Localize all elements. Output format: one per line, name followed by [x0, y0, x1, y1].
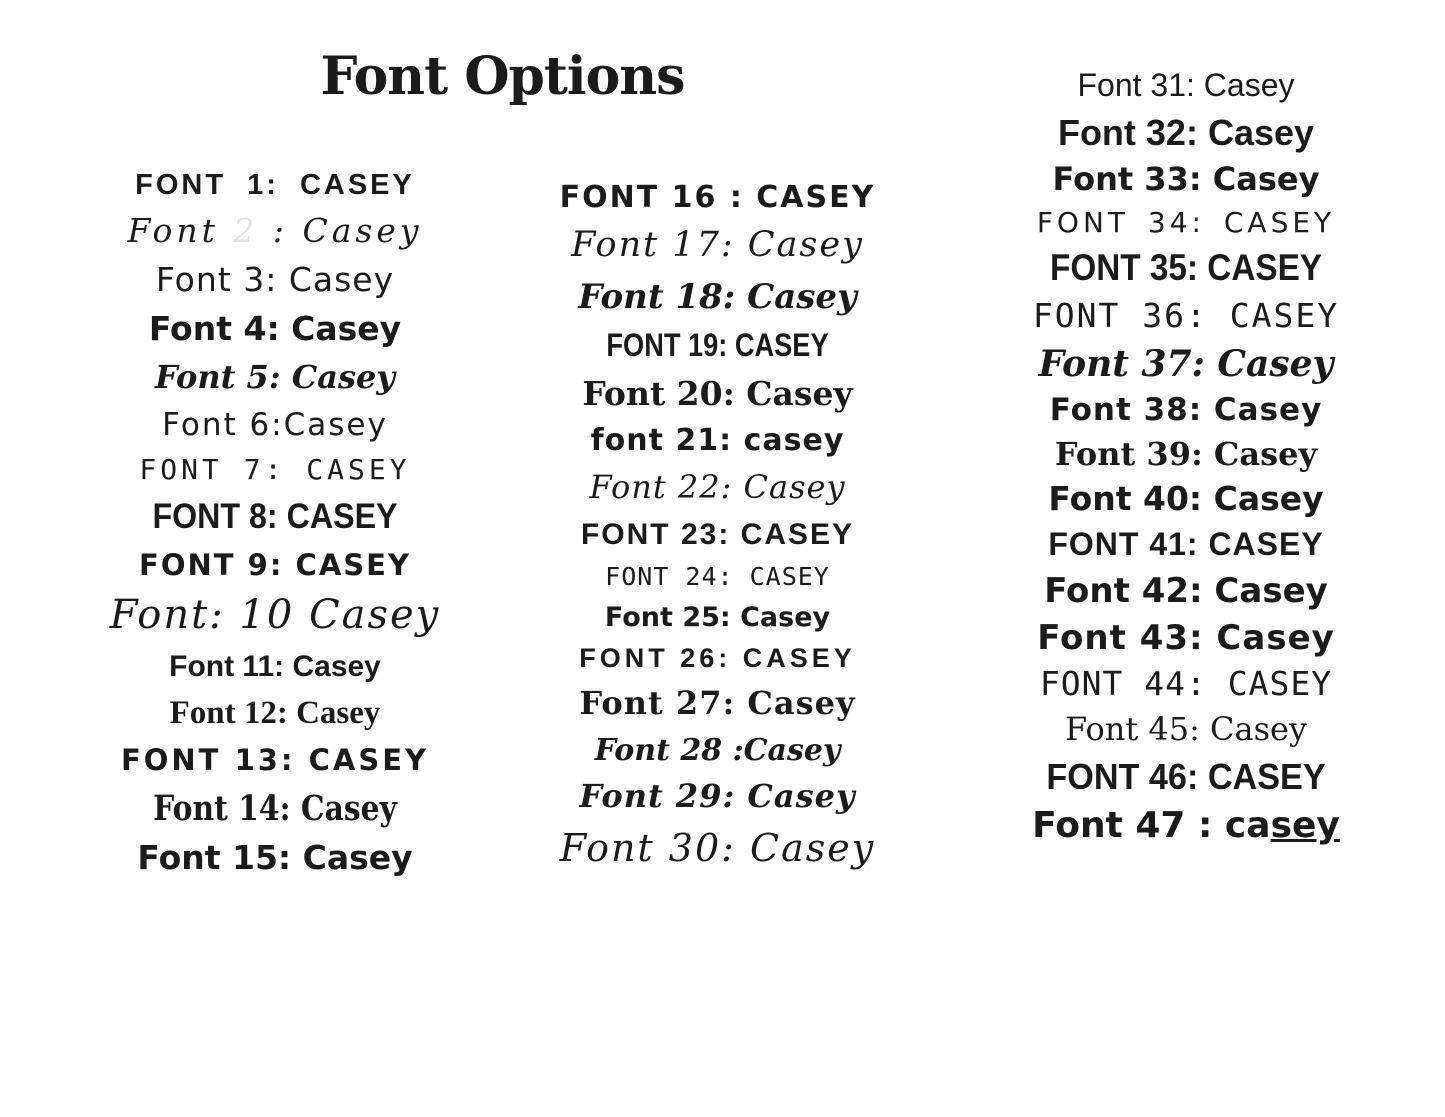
font-sample-7: FONT 7: CASEY [139, 453, 411, 487]
font-sample-12: Font 12: Casey [169, 695, 381, 732]
font-sample-45: Font 45: Casey [1064, 710, 1308, 749]
font-sample-2 [60, 212, 490, 251]
font-sample-41: FONT 41: CASEY [1048, 526, 1324, 563]
font-sample-30: Font 30: Casey [559, 826, 876, 871]
font-sample-35: FONT 35: CASEY [1050, 247, 1322, 288]
font-sample-34: FONT 34: CASEY [1036, 205, 1336, 239]
font-column-2 [490, 144, 945, 1117]
font-column-3 [945, 48, 1427, 1117]
font-sample-47-part: Font 47 : [1032, 805, 1225, 847]
font-sample-23: FONT 23: CASEY [580, 517, 855, 551]
font-sample-5: Font 5: Casey [155, 358, 395, 397]
font-sample-46: FONT 46: CASEY [1046, 755, 1326, 797]
font-sample-25: Font 25: Casey [604, 601, 831, 633]
font-sample-1: FONT 1: CASEY [135, 169, 415, 201]
font-sample-32: Font 32: Casey [1057, 111, 1315, 153]
font-sample-42: Font 42: Casey [1044, 571, 1328, 612]
font-sample-37: Font 37: Casey [1038, 342, 1334, 385]
font-sample-44: FONT 44: CASEY [1039, 664, 1333, 704]
font-sample-43: Font 43: Casey [1037, 618, 1335, 659]
font-sample-33: Font 33: Casey [1052, 160, 1320, 199]
font-sample-15: Font 15: Casey [137, 837, 413, 877]
font-sample-22: Font 22: Casey [589, 467, 846, 506]
font-sample-20: Font 20: Casey [582, 373, 853, 413]
font-sample-40: Font 40: Casey [1048, 479, 1324, 519]
font-sample-38: Font 38: Casey [1049, 392, 1323, 429]
font-sample-26: FONT 26: CASEY [579, 643, 856, 674]
font-sample-47-part: ca [1224, 805, 1271, 847]
font-sample-9: FONT 9: CASEY [139, 547, 411, 582]
font-sample-6: Font 6:Casey [162, 406, 388, 443]
font-sample-14: Font 14: Casey [153, 787, 397, 829]
font-sample-2-part: : Casey [258, 211, 423, 251]
font-sample-27: Font 27: Casey [579, 684, 856, 723]
font-sample-36: FONT 36: CASEY [1032, 295, 1340, 335]
font-sample-39: Font 39: Casey [1054, 434, 1318, 473]
font-sample-31: Font 31: Casey [1077, 67, 1295, 103]
font-sample-10: Font: 10 Casey [109, 591, 441, 638]
font-sample-8: FONT 8: CASEY [152, 497, 398, 537]
font-sample-2-part: 2 [233, 211, 259, 251]
font-sample-47-part: sey [1270, 805, 1340, 847]
font-sample-19: FONT 19: CASEY [606, 326, 829, 363]
font-sample-24: FONT 24: CASEY [605, 562, 830, 592]
font-sample-18: Font 18: Casey [578, 276, 857, 317]
font-sample-3: Font 3: Casey [155, 260, 395, 300]
font-sample-13: FONT 13: CASEY [120, 743, 430, 778]
font-sample-47 [945, 805, 1427, 847]
font-column-1 [60, 144, 490, 1117]
font-sample-4: Font 4: Casey [148, 309, 402, 349]
font-sample-2-part: Font [127, 211, 234, 251]
font-sample-11: Font 11: Casey [169, 650, 381, 684]
font-sample-28: Font 28 :Casey [594, 732, 841, 768]
page-title: Font Options [320, 46, 685, 107]
font-sample-21: font 21: casey [590, 423, 845, 459]
font-sample-16: FONT 16 : CASEY [559, 180, 876, 215]
font-sample-17: Font 17: Casey [571, 225, 864, 266]
font-sample-29: Font 29: Casey [579, 777, 856, 816]
